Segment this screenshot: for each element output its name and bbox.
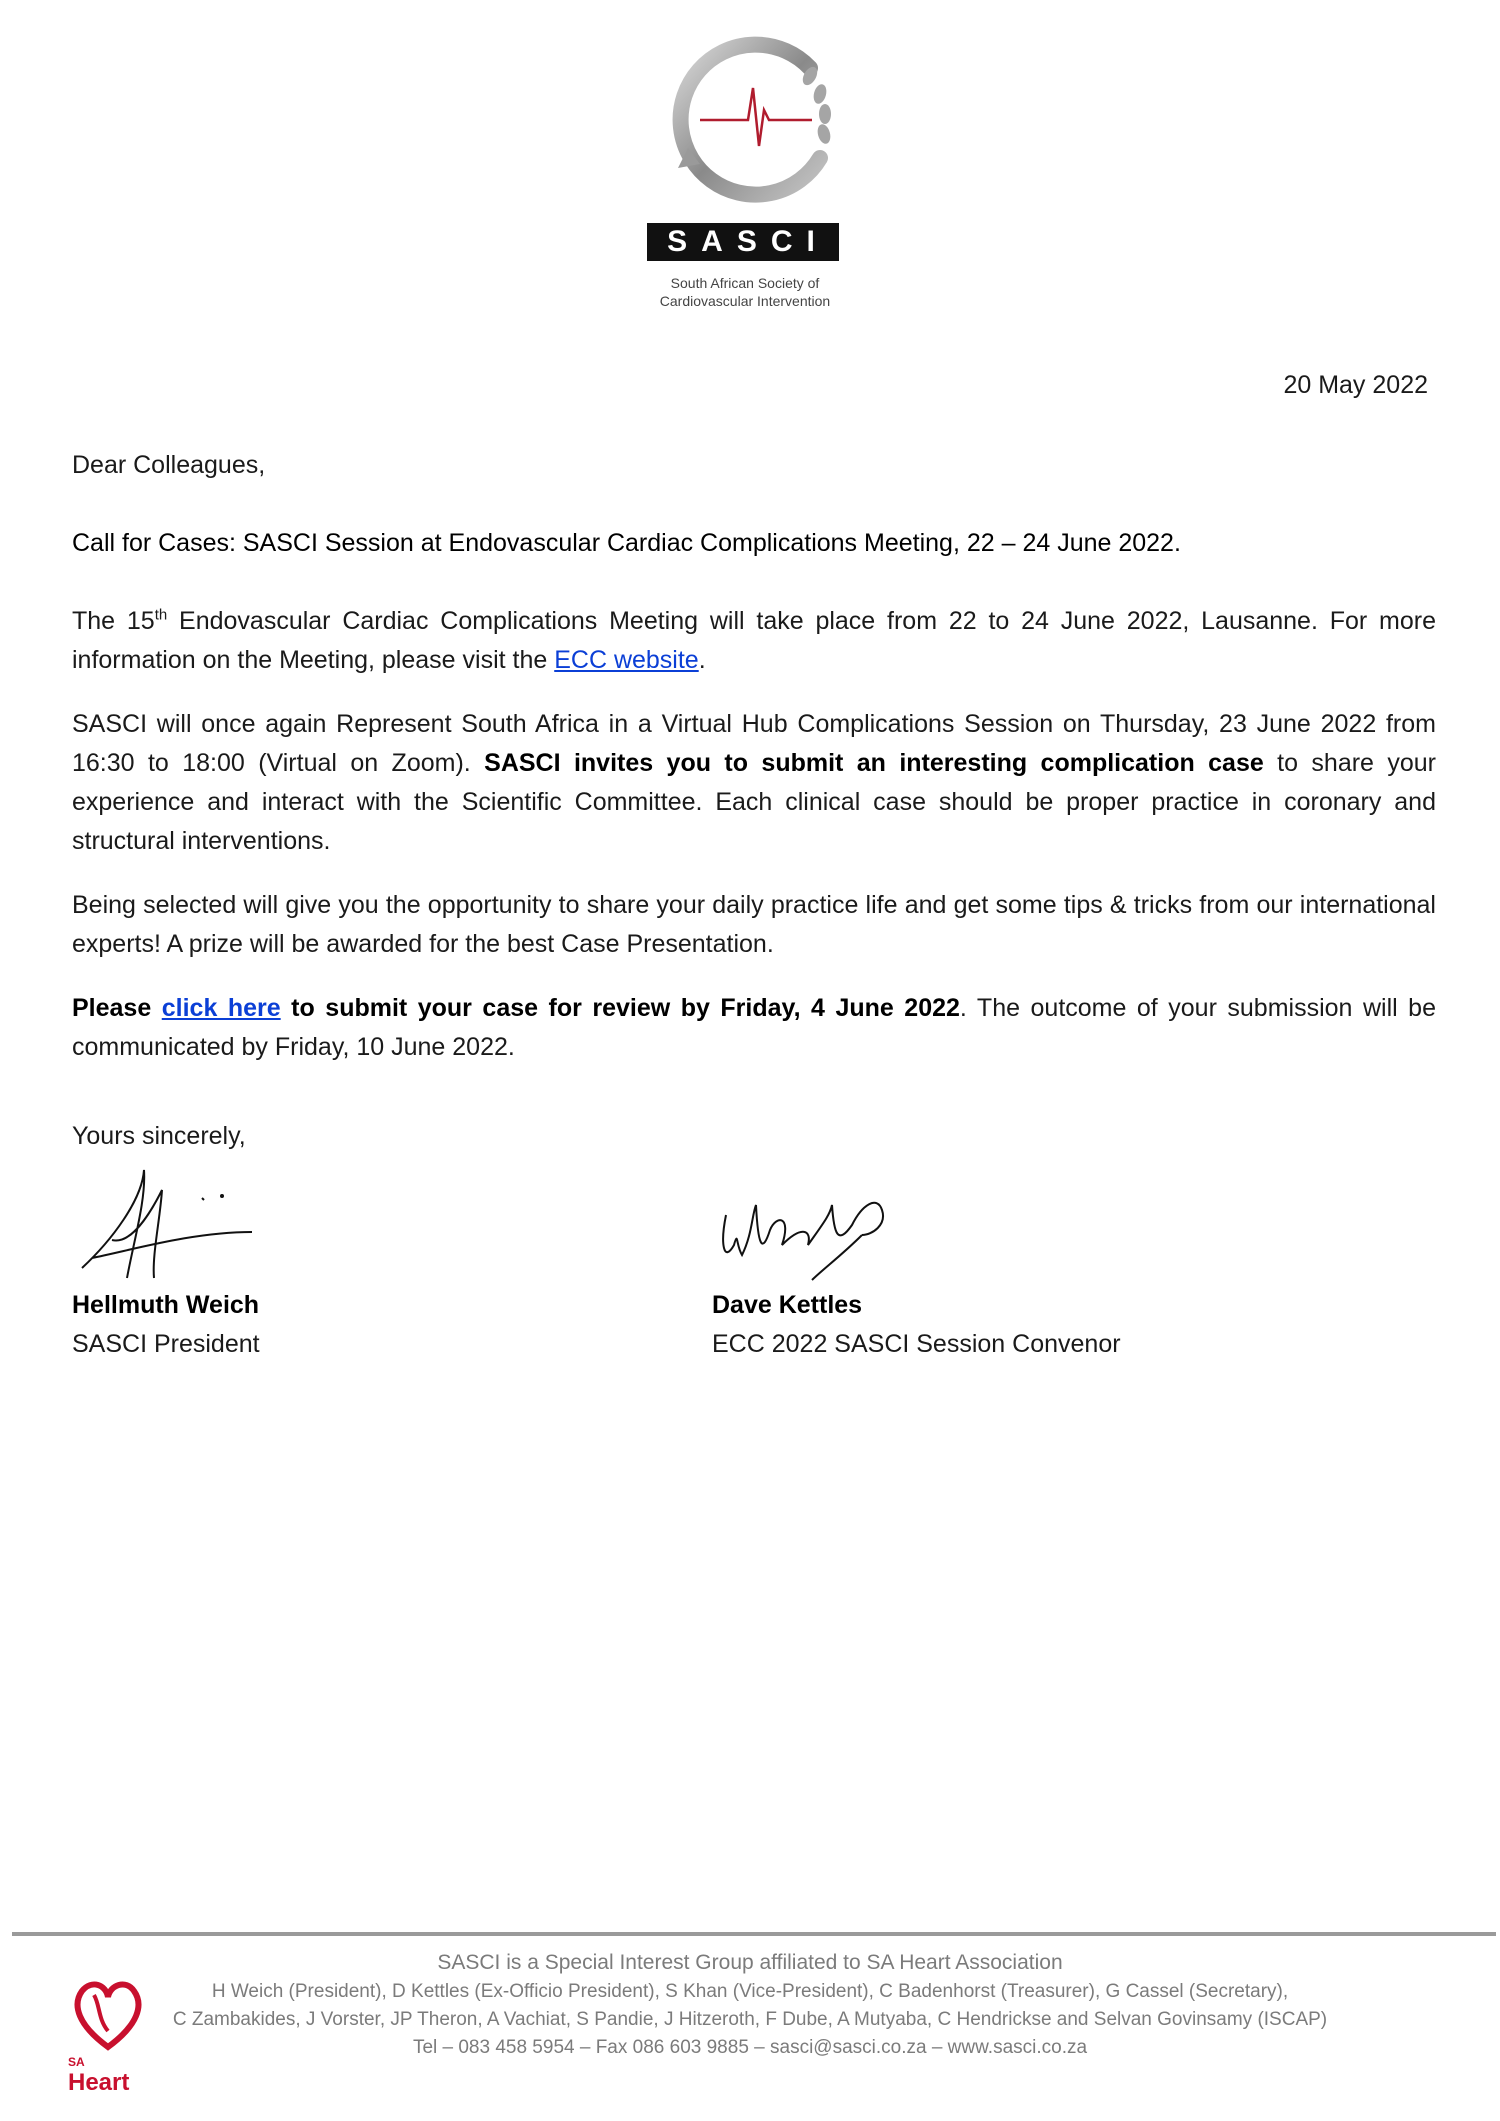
paragraph-3: Being selected will give you the opportunity to share your daily practice life and get some tips & tricks from our international experts! A prize will be awarded for the best Case Presentation. <box>72 891 1436 958</box>
footer-officers: H Weich (President), D Kettles (Ex-Officio President), S Khan (Vice-President), C Badenhorst (Treasurer), G Cassel (Secretary), <box>211 1981 1289 2002</box>
signatory-2: Dave Kettles ECC 2022 SASCI Session Convenor <box>712 1291 1121 1358</box>
closing: Yours sincerely, <box>72 1122 246 1150</box>
signatory-1: Hellmuth Weich SASCI President <box>72 1291 260 1358</box>
click-here-link[interactable]: click here <box>161 994 281 1022</box>
footer <box>0 1948 1500 2062</box>
logo-wordmark: SASCI <box>647 223 839 261</box>
sasci-logo <box>600 28 900 338</box>
footer-members: C Zambakides, J Vorster, JP Theron, A Vachiat, S Pandie, J Hitzeroth, F Dube, A Mutyaba, C Hendrickse and Selvan Govinsamy (ISCAP) <box>172 2009 1328 2030</box>
signature-kettles <box>712 1175 912 1285</box>
footer-affiliation: SASCI is a Special Interest Group affiliated to SA Heart Association <box>437 1951 1063 1974</box>
sa-heart-logo: SA Heart <box>68 1975 158 2095</box>
paragraph-2: SASCI will once again Represent South Africa in a Virtual Hub Complications Session on Thursday, 23 June 2022 from 16:30 to 18:00 (Virtual on Zoom). SASCI invites you to submit an interesting complication case to share your experience and interact with the Scientific Committee. Each clinical case should be proper practice in coronary and structural interventions. <box>72 710 1437 855</box>
letter-body <box>72 446 1436 1092</box>
ecc-website-link[interactable]: ECC website <box>554 646 699 674</box>
greeting: Dear Colleagues, <box>72 451 266 479</box>
paragraph-4: Please click here to submit your case for review by Friday, 4 June 2022. The outcome of your submission will be communicated by Friday, 10 June 2022. <box>72 994 1436 1061</box>
heart-ring-icon <box>660 28 850 218</box>
paragraph-1: The 15th Endovascular Cardiac Complications Meeting will take place from 22 to 24 June 2022, Lausanne. For more information on the Meeting, please visit the ECC website. <box>72 606 1436 674</box>
letter-date: 20 May 2022 <box>1283 371 1428 399</box>
logo-subtitle: South African Society of Cardiovascular Intervention <box>659 275 831 309</box>
footer-contact: Tel – 083 458 5954 – Fax 086 603 9885 – sasci@sasci.co.za – www.sasci.co.za <box>412 2037 1088 2058</box>
heart-icon <box>68 1975 148 2055</box>
subject-line: Call for Cases: SASCI Session at Endovascular Cardiac Complications Meeting, 22 – 24 June 2022. <box>72 529 1181 557</box>
signature-weich <box>72 1160 262 1285</box>
footer-divider <box>12 1932 1496 1936</box>
